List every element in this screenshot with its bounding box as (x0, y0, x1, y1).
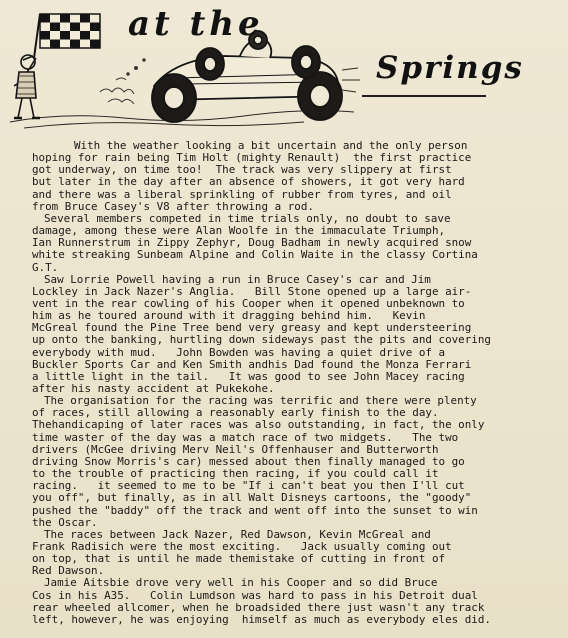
article-line: but later in the day after an absence of showers, it got very hard (32, 175, 465, 189)
article-line: time waster of the day was a match race of two midgets. The two (32, 430, 459, 444)
article-header (0, 0, 568, 140)
article-line: pushed the "baddy" off the track and went off into the sunset to win (32, 503, 478, 517)
article-line: you off", but finally, as in all Walt Disneys cartoons, the "goody" (32, 491, 472, 505)
article-line: Several members competed in time trials only, no doubt to save (44, 211, 451, 225)
article-line: white streaking Sunbeam Alpine and Colin Waite in the classy Cortina (32, 248, 478, 262)
article-line: hoping for rain being Tim Holt (mighty Renault) the first practice (32, 151, 472, 165)
article-line: got underway, on time too! The track was very slippery at first (32, 163, 452, 177)
article-line: Jamie Aitsbie drove very well in his Cooper and so did Bruce (44, 576, 438, 590)
article-line: of races, still allowing a reasonably early finish to the day. (32, 406, 439, 420)
article-line: and there was a liberal sprinkling of rubber from tyres, and oil (32, 187, 452, 201)
article-line: him as he toured around with it dragging behind him. Kevin (32, 309, 426, 323)
article-line: Ian Runnerstrum in Zippy Zephyr, Doug Badham in newly acquired snow (32, 236, 472, 250)
article-line: With the weather looking a bit uncertain and the only person (74, 139, 468, 152)
article-line: to the trouble of practicing then racing, if you could call it (32, 467, 439, 481)
header-title-at: at the (128, 4, 264, 44)
title-underline (362, 95, 486, 97)
article-line: Saw Lorrie Powell having a run in Bruce Casey's car and Jim (44, 272, 431, 286)
flag-man-figure (14, 55, 40, 118)
article-line: on top, that is until he made themistake of cutting in front of (32, 552, 446, 566)
article-line: Frank Radisich were the most exciting. Jack usually coming out (32, 539, 452, 553)
article-line: Lockley in Jack Nazer's Anglia. Bill Stone opened up a large air- (32, 284, 472, 298)
article-line: Buckler Sports Car and Ken Smith andhis Dad found the Monza Ferrari (32, 357, 472, 371)
article-line: The organisation for the racing was terrific and there were plenty (44, 394, 477, 408)
article-line: McGreal found the Pine Tree bend very greasy and kept understeering (32, 321, 472, 335)
article-line: Cos in his A35. Colin Lumdson was hard to pass in his Detroit dual (32, 588, 478, 602)
article-line: racing. it seemed to me to be "If i can't beat you then I'll cut (32, 479, 465, 493)
article-line: from Bruce Casey's V8 after throwing a rod. (32, 199, 314, 213)
article-line: after his nasty accident at Pukekohe. (32, 382, 275, 395)
article-line: a little light in the tail. It was good to see John Macey racing (32, 369, 465, 383)
article-line: the Oscar. (32, 515, 98, 529)
article-line: Red Dawson. (32, 564, 105, 578)
article-line: up onto the banking, hurtling down sideways past the pits and covering (32, 333, 491, 347)
article-line: damage, among these were Alan Woolfe in the immaculate Triumph, (32, 224, 446, 238)
article-line: everybody with mud. John Bowden was having a quiet drive of a (32, 345, 446, 359)
article-line: G.T. (32, 260, 59, 274)
header-title-springs: Springs (376, 50, 524, 86)
article-line: driving Snow Morris's car) messed about then finally managed to go (32, 454, 465, 468)
checkered-flag-icon (34, 14, 100, 58)
race-car-drawing (152, 31, 342, 122)
article-line: The races between Jack Nazer, Red Dawson, Kevin McGreal and (44, 527, 431, 541)
article-line: vent in the rear cowling of his Cooper when it opened unbeknown to (32, 296, 465, 310)
article-line: rear wheeled allcomer, when he broadsided there just wasn't any track (32, 600, 485, 614)
article-line: left, however, he was enjoying himself as much as everybody eles did. (32, 612, 491, 626)
article-line: Thehandicaping of later races was also outstanding, in fact, the only (32, 418, 485, 432)
article-line: drivers (McGee driving Merv Neil's Offenhauser and Butterworth (32, 442, 439, 456)
